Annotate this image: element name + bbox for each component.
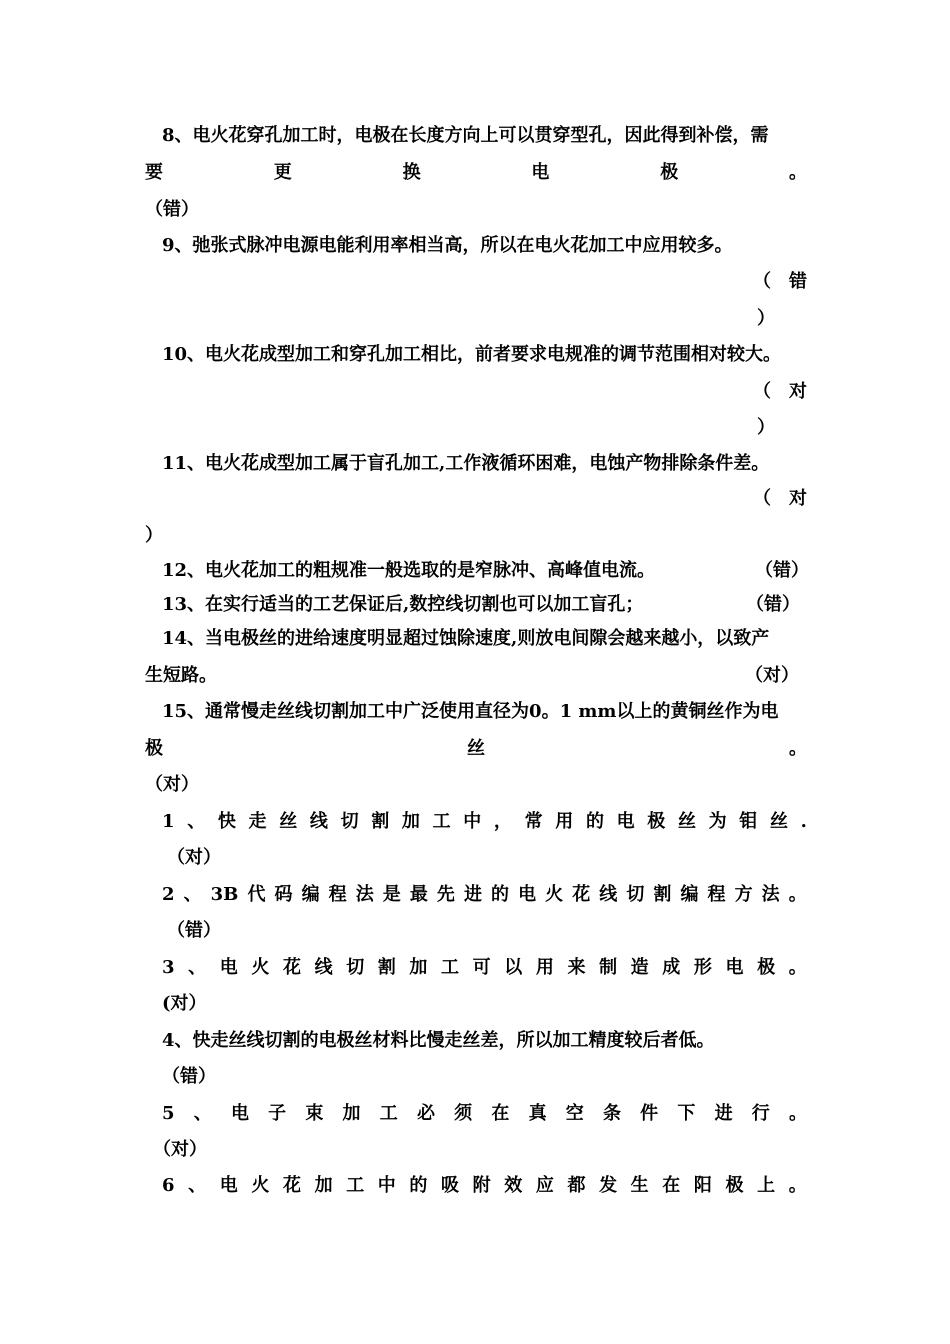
q10-answer-open: （ 对 <box>753 381 807 402</box>
spread-char: 条 <box>602 1103 621 1124</box>
spread-char: 走 <box>248 811 267 832</box>
spread-char: 子 <box>268 1103 287 1124</box>
spread-char: 极 <box>145 738 163 759</box>
spread-char: 电 <box>518 884 537 905</box>
spread-char: 电 <box>219 957 238 978</box>
spread-char: 最 <box>409 884 428 905</box>
spread-char: 的 <box>585 811 604 832</box>
q14-line2-text: 生短路。 <box>145 665 217 686</box>
spread-char: 工 <box>441 957 460 978</box>
q15-answer: （对） <box>145 774 199 795</box>
q11-answer-close: ） <box>145 525 163 546</box>
spread-char: 火 <box>251 1175 270 1196</box>
t5-spread-line <box>145 1096 807 1132</box>
spread-char: 真 <box>528 1103 547 1124</box>
spread-char: 程 <box>328 884 347 905</box>
q8-line1: 8、电火花穿孔加工时，电极在长度方向上可以贯穿型孔，因此得到补偿，需 <box>162 125 769 146</box>
spread-char: 丝 <box>769 811 788 832</box>
q10-answer-close: ） <box>757 417 775 438</box>
spread-char: 加 <box>409 957 428 978</box>
spread-char: 是 <box>382 884 401 905</box>
spread-char: 1 <box>162 811 175 832</box>
spread-char: 生 <box>630 1175 649 1196</box>
t4-line1: 4、快走丝线切割的电极丝材料比慢走丝差，所以加工精度较后者低。 <box>162 1030 715 1051</box>
spread-char: 形 <box>693 957 712 978</box>
spread-char: 3B <box>210 884 239 905</box>
spread-char: 、 <box>183 884 202 905</box>
spread-char: . <box>800 811 807 832</box>
q13-text: 13、在实行适当的工艺保证后,数控线切割也可以加工盲孔； <box>162 594 644 615</box>
spread-char: 2 <box>162 884 175 905</box>
spread-char: 极 <box>757 957 776 978</box>
spread-char: 的 <box>491 884 510 905</box>
spread-char: 应 <box>535 1175 554 1196</box>
spread-char: 。 <box>788 162 807 183</box>
q14-line2 <box>145 658 807 694</box>
spread-char: 火 <box>251 957 270 978</box>
t1-spread-line <box>145 804 807 840</box>
spread-char: 中 <box>463 811 482 832</box>
spread-char: 线 <box>314 957 333 978</box>
spread-char: 极 <box>647 811 666 832</box>
spread-char: 方 <box>734 884 753 905</box>
spread-char: 工 <box>432 811 451 832</box>
spread-char: 发 <box>599 1175 618 1196</box>
q9-line1: 9、弛张式脉冲电源电能利用率相当高，所以在电火花加工中应用较多。 <box>162 235 733 256</box>
q11-line1: 11、电火花成型加工属于盲孔加工,工作液循环困难，电蚀产物排除条件差。 <box>162 453 770 474</box>
spread-char: 丝 <box>467 738 485 759</box>
spread-char: 编 <box>680 884 699 905</box>
spread-char: ， <box>493 811 512 832</box>
q12-text: 12、电火花加工的粗规准一般选取的是窄脉冲、高峰值电流。 <box>162 560 656 581</box>
spread-char: 成 <box>662 957 681 978</box>
q12-answer: （错） <box>755 560 809 581</box>
q11-answer-open: （ 对 <box>753 488 807 509</box>
q8-answer: （错） <box>145 199 199 220</box>
spread-char: 的 <box>409 1175 428 1196</box>
spread-char: 电 <box>531 162 550 183</box>
spread-char: 6 <box>162 1175 175 1196</box>
spread-char: 加 <box>314 1175 333 1196</box>
spread-char: 空 <box>565 1103 584 1124</box>
spread-char: 丝 <box>677 811 696 832</box>
spread-char: 极 <box>660 162 679 183</box>
spread-char: 。 <box>788 1175 807 1196</box>
spread-char: 在 <box>662 1175 681 1196</box>
spread-char: 件 <box>640 1103 659 1124</box>
spread-char: 。 <box>788 1103 807 1124</box>
spread-char: 束 <box>305 1103 324 1124</box>
spread-char: 加 <box>401 811 420 832</box>
spread-char: 以 <box>504 957 523 978</box>
spread-char: 法 <box>761 884 780 905</box>
spread-char: 花 <box>572 884 591 905</box>
spread-char: 都 <box>567 1175 586 1196</box>
spread-char: 为 <box>708 811 727 832</box>
spread-char: 必 <box>416 1103 435 1124</box>
spread-char: 上 <box>757 1175 776 1196</box>
t3-answer: (对） <box>162 993 207 1014</box>
spread-char: 先 <box>436 884 455 905</box>
spread-char: 电 <box>616 811 635 832</box>
spread-char: 更 <box>273 162 292 183</box>
spread-char: 、 <box>187 811 206 832</box>
t4-answer: （错） <box>162 1066 216 1087</box>
spread-char: 用 <box>555 811 574 832</box>
spread-char: 切 <box>346 957 365 978</box>
spread-char: 5 <box>162 1103 175 1124</box>
spread-char: 、 <box>193 1103 212 1124</box>
spread-char: 割 <box>371 811 390 832</box>
spread-char: 、 <box>188 957 207 978</box>
q12-line <box>145 553 807 589</box>
spread-char: 快 <box>217 811 236 832</box>
spread-char: 阳 <box>693 1175 712 1196</box>
spread-char: 要 <box>145 162 163 183</box>
spread-char: 常 <box>524 811 543 832</box>
spread-char: 造 <box>630 957 649 978</box>
spread-char: 附 <box>472 1175 491 1196</box>
spread-char: 、 <box>188 1175 207 1196</box>
spread-char: 进 <box>463 884 482 905</box>
spread-char: 电 <box>230 1103 249 1124</box>
spread-char: 吸 <box>441 1175 460 1196</box>
spread-char: 程 <box>707 884 726 905</box>
q13-answer: （错） <box>746 594 800 615</box>
spread-char: 切 <box>626 884 645 905</box>
spread-char: 电 <box>219 1175 238 1196</box>
q8-spread-line <box>145 155 807 191</box>
q15-line1: 15、通常慢走丝线切割加工中广泛使用直径为0。1 mm以上的黄铜丝作为电 <box>162 701 779 722</box>
t3-spread-line <box>145 950 807 986</box>
spread-char: 割 <box>377 957 396 978</box>
spread-char: 中 <box>377 1175 396 1196</box>
spread-char: 须 <box>454 1103 473 1124</box>
q9-answer-close: ） <box>757 308 775 329</box>
q10-line1: 10、电火花成型加工和穿孔加工相比，前者要求电规准的调节范围相对较大。 <box>162 344 782 365</box>
t1-answer: （对） <box>167 847 221 868</box>
spread-char: 编 <box>301 884 320 905</box>
spread-char: 钼 <box>739 811 758 832</box>
spread-char: 工 <box>379 1103 398 1124</box>
spread-char: 花 <box>282 1175 301 1196</box>
spread-char: 进 <box>714 1103 733 1124</box>
t5-answer: （对） <box>153 1139 207 1160</box>
q15-spread-line <box>145 731 807 767</box>
spread-char: 电 <box>725 957 744 978</box>
spread-char: 。 <box>789 738 807 759</box>
spread-char: 花 <box>282 957 301 978</box>
spread-char: 。 <box>788 957 807 978</box>
t2-spread-line <box>145 877 807 913</box>
q9-answer-open: （ 错 <box>753 271 807 292</box>
spread-char: 3 <box>162 957 175 978</box>
spread-char: 。 <box>788 884 807 905</box>
spread-char: 效 <box>504 1175 523 1196</box>
q14-answer: （对） <box>745 665 799 686</box>
spread-char: 换 <box>402 162 421 183</box>
spread-char: 行 <box>751 1103 770 1124</box>
spread-char: 制 <box>599 957 618 978</box>
spread-char: 极 <box>725 1175 744 1196</box>
spread-char: 用 <box>535 957 554 978</box>
spread-char: 丝 <box>279 811 298 832</box>
spread-char: 线 <box>309 811 328 832</box>
spread-char: 代 <box>247 884 266 905</box>
spread-char: 切 <box>340 811 359 832</box>
spread-char: 来 <box>567 957 586 978</box>
q13-line <box>145 587 807 623</box>
spread-char: 下 <box>677 1103 696 1124</box>
spread-char: 在 <box>491 1103 510 1124</box>
t6-spread-line <box>145 1168 807 1204</box>
spread-char: 割 <box>653 884 672 905</box>
spread-char: 可 <box>472 957 491 978</box>
spread-char: 码 <box>274 884 293 905</box>
spread-char: 线 <box>599 884 618 905</box>
q14-line1: 14、当电极丝的进给速度明显超过蚀除速度,则放电间隙会越来越小，以致产 <box>162 628 770 649</box>
t2-answer: （错） <box>167 920 221 941</box>
spread-char: 工 <box>346 1175 365 1196</box>
spread-char: 火 <box>545 884 564 905</box>
spread-char: 加 <box>342 1103 361 1124</box>
spread-char: 法 <box>355 884 374 905</box>
